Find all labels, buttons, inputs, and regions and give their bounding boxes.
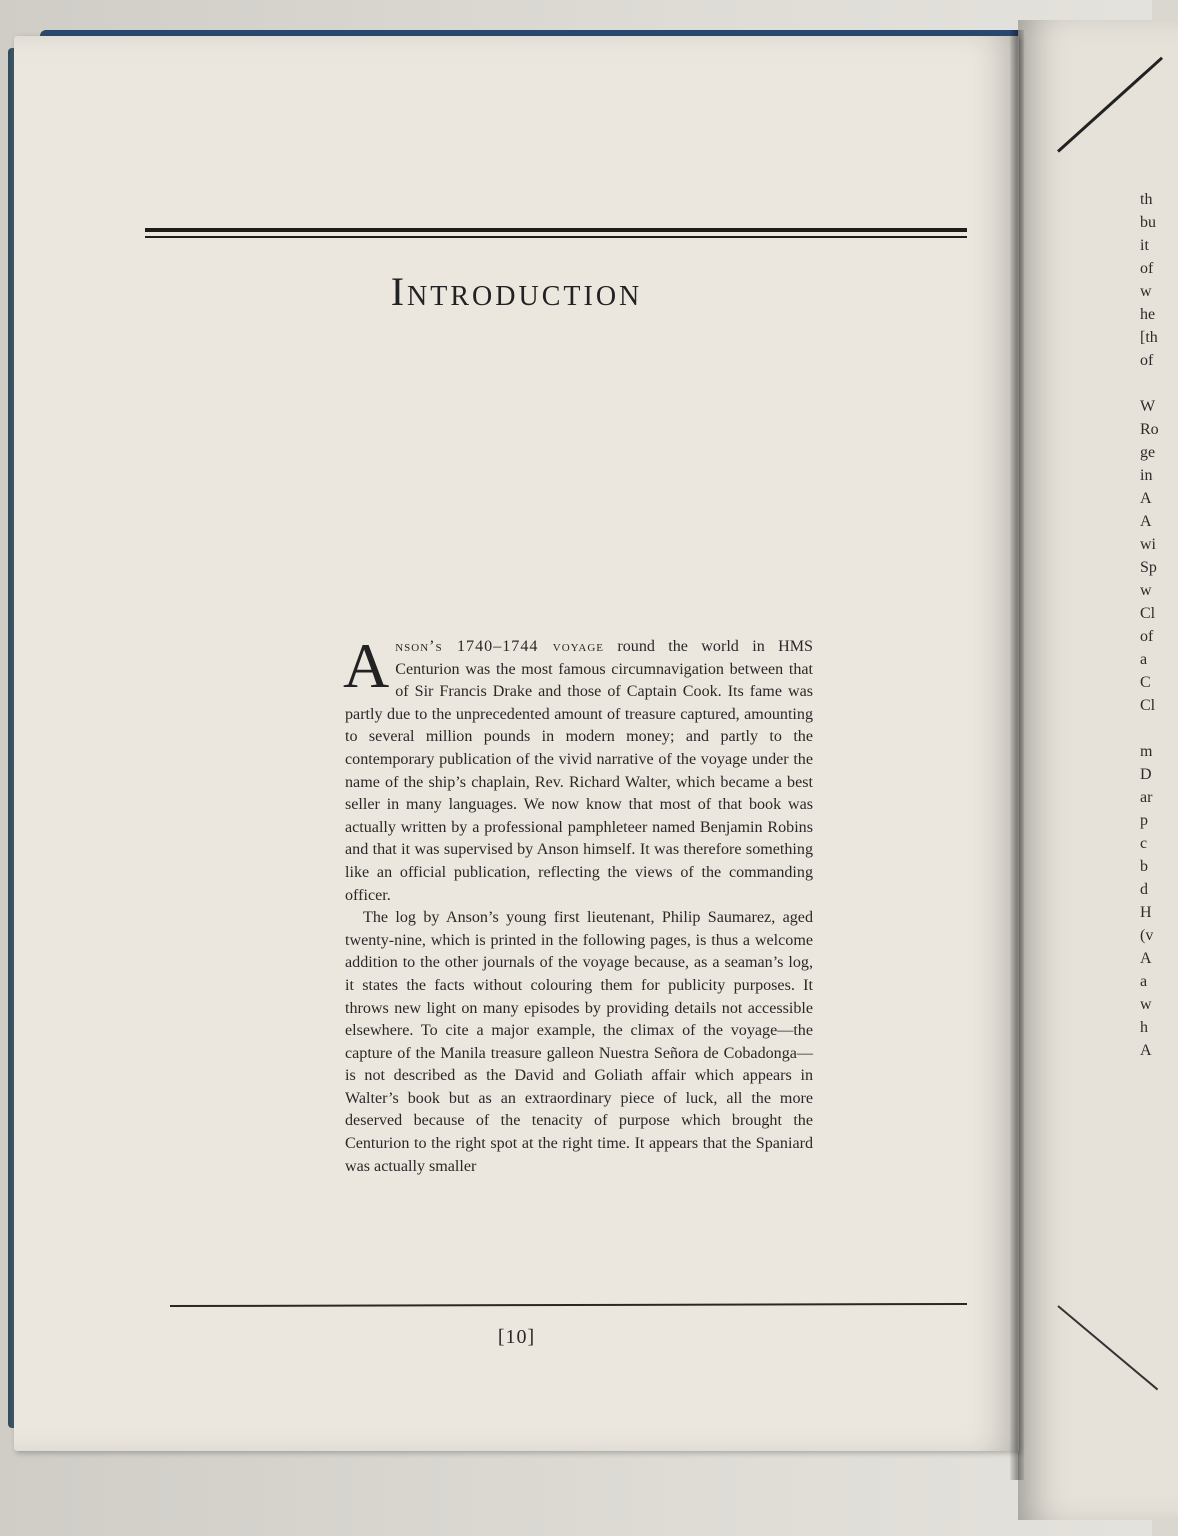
facing-page-line: it <box>1140 237 1149 254</box>
facing-page-line: W <box>1140 398 1156 415</box>
lead-in: nson’s 1740–1744 voyage <box>395 638 605 655</box>
paragraph-1 <box>343 630 813 907</box>
facing-page-line <box>1140 372 1159 395</box>
book-page <box>14 36 1019 1451</box>
drop-cap: A <box>343 630 390 701</box>
facing-page-line: A <box>1140 513 1152 530</box>
facing-page-line: A <box>1140 950 1152 967</box>
facing-page-line: ar <box>1140 789 1153 806</box>
facing-page-line: of <box>1140 352 1154 369</box>
facing-page-line: Ro <box>1140 421 1159 438</box>
facing-page-line: (v <box>1140 927 1154 944</box>
header-double-rule <box>145 228 967 239</box>
facing-page-line <box>1140 717 1159 740</box>
facing-page-rule <box>1057 57 1163 153</box>
facing-page-line: in <box>1140 467 1153 484</box>
facing-page-line: p <box>1140 812 1148 829</box>
facing-page-line: th <box>1140 191 1153 208</box>
facing-page-line: w <box>1140 582 1152 599</box>
page-title: Introduction <box>390 269 643 314</box>
facing-page-line: w <box>1140 283 1152 300</box>
facing-page-line: D <box>1140 766 1152 783</box>
facing-page-line: of <box>1140 260 1154 277</box>
facing-page-line: bu <box>1140 214 1156 231</box>
facing-page-line: m <box>1140 743 1153 760</box>
facing-page-line: Cl <box>1140 605 1156 622</box>
facing-page-line: Sp <box>1140 559 1157 576</box>
body-text <box>343 630 813 1178</box>
facing-page-line: he <box>1140 306 1156 323</box>
facing-page-line: ge <box>1140 444 1156 461</box>
facing-page-line: d <box>1140 881 1148 898</box>
facing-page-line: of <box>1140 628 1154 645</box>
facing-page-line: b <box>1140 858 1148 875</box>
facing-page-line: [th <box>1140 329 1158 346</box>
facing-page-line: H <box>1140 904 1152 921</box>
page-number: [10] <box>497 1326 536 1348</box>
facing-page <box>1018 20 1178 1520</box>
facing-page-line: a <box>1140 973 1148 990</box>
facing-page-line: C <box>1140 674 1151 691</box>
facing-page-line: Cl <box>1140 697 1156 714</box>
facing-page-line: wi <box>1140 536 1156 553</box>
footer-rule <box>170 1303 967 1307</box>
facing-page-line: c <box>1140 835 1148 852</box>
facing-page-line: a <box>1140 651 1148 668</box>
paragraph-1-text: round the world in HMS Centurion was the most famous circumnavigation between that of Sir Francis Drake and those of Captain Cook. Its fame was partly due to the unprecedented amount of treasure captured, amounting to several million pounds in modern money; and partly to the contemporary publication of the vivid narrative of the voyage under the name of the ship’s chaplain, Rev. Richard Walter, which became a best seller in many languages. We now know that most of that book was actually written by a professional pamphleteer named Benjamin Robins and that it was supervised by Anson himself. It was therefore something like an official publication, reflecting the views of the commanding officer. <box>345 638 813 904</box>
book-gutter <box>1010 30 1024 1480</box>
facing-page-rule-bottom <box>1057 1305 1158 1390</box>
paragraph-2: The log by Anson’s young first lieutenant, Philip Saumarez, aged twenty-nine, which is printed in the following pages, is thus a welcome addition to the other journals of the voyage because, as a seaman’s log, it states the facts without colouring them for publicity purposes. It throws new light on many episodes by providing details not accessible elsewhere. To cite a major example, the climax of the voyage—the capture of the Manila treasure galleon Nuestra Señora de Cobadonga—is not described as the David and Goliath affair which appears in Walter’s book but as an extraordinary piece of luck, all the more deserved because of the tenacity of purpose which brought the Centurion to the right spot at the right time. It appears that the Spaniard was actually smaller <box>345 909 813 1175</box>
facing-page-line: h <box>1140 1019 1148 1036</box>
facing-page-text <box>1140 188 1159 1062</box>
facing-page-line: A <box>1140 490 1152 507</box>
facing-page-line: w <box>1140 996 1152 1013</box>
facing-page-line: A <box>1140 1042 1152 1059</box>
